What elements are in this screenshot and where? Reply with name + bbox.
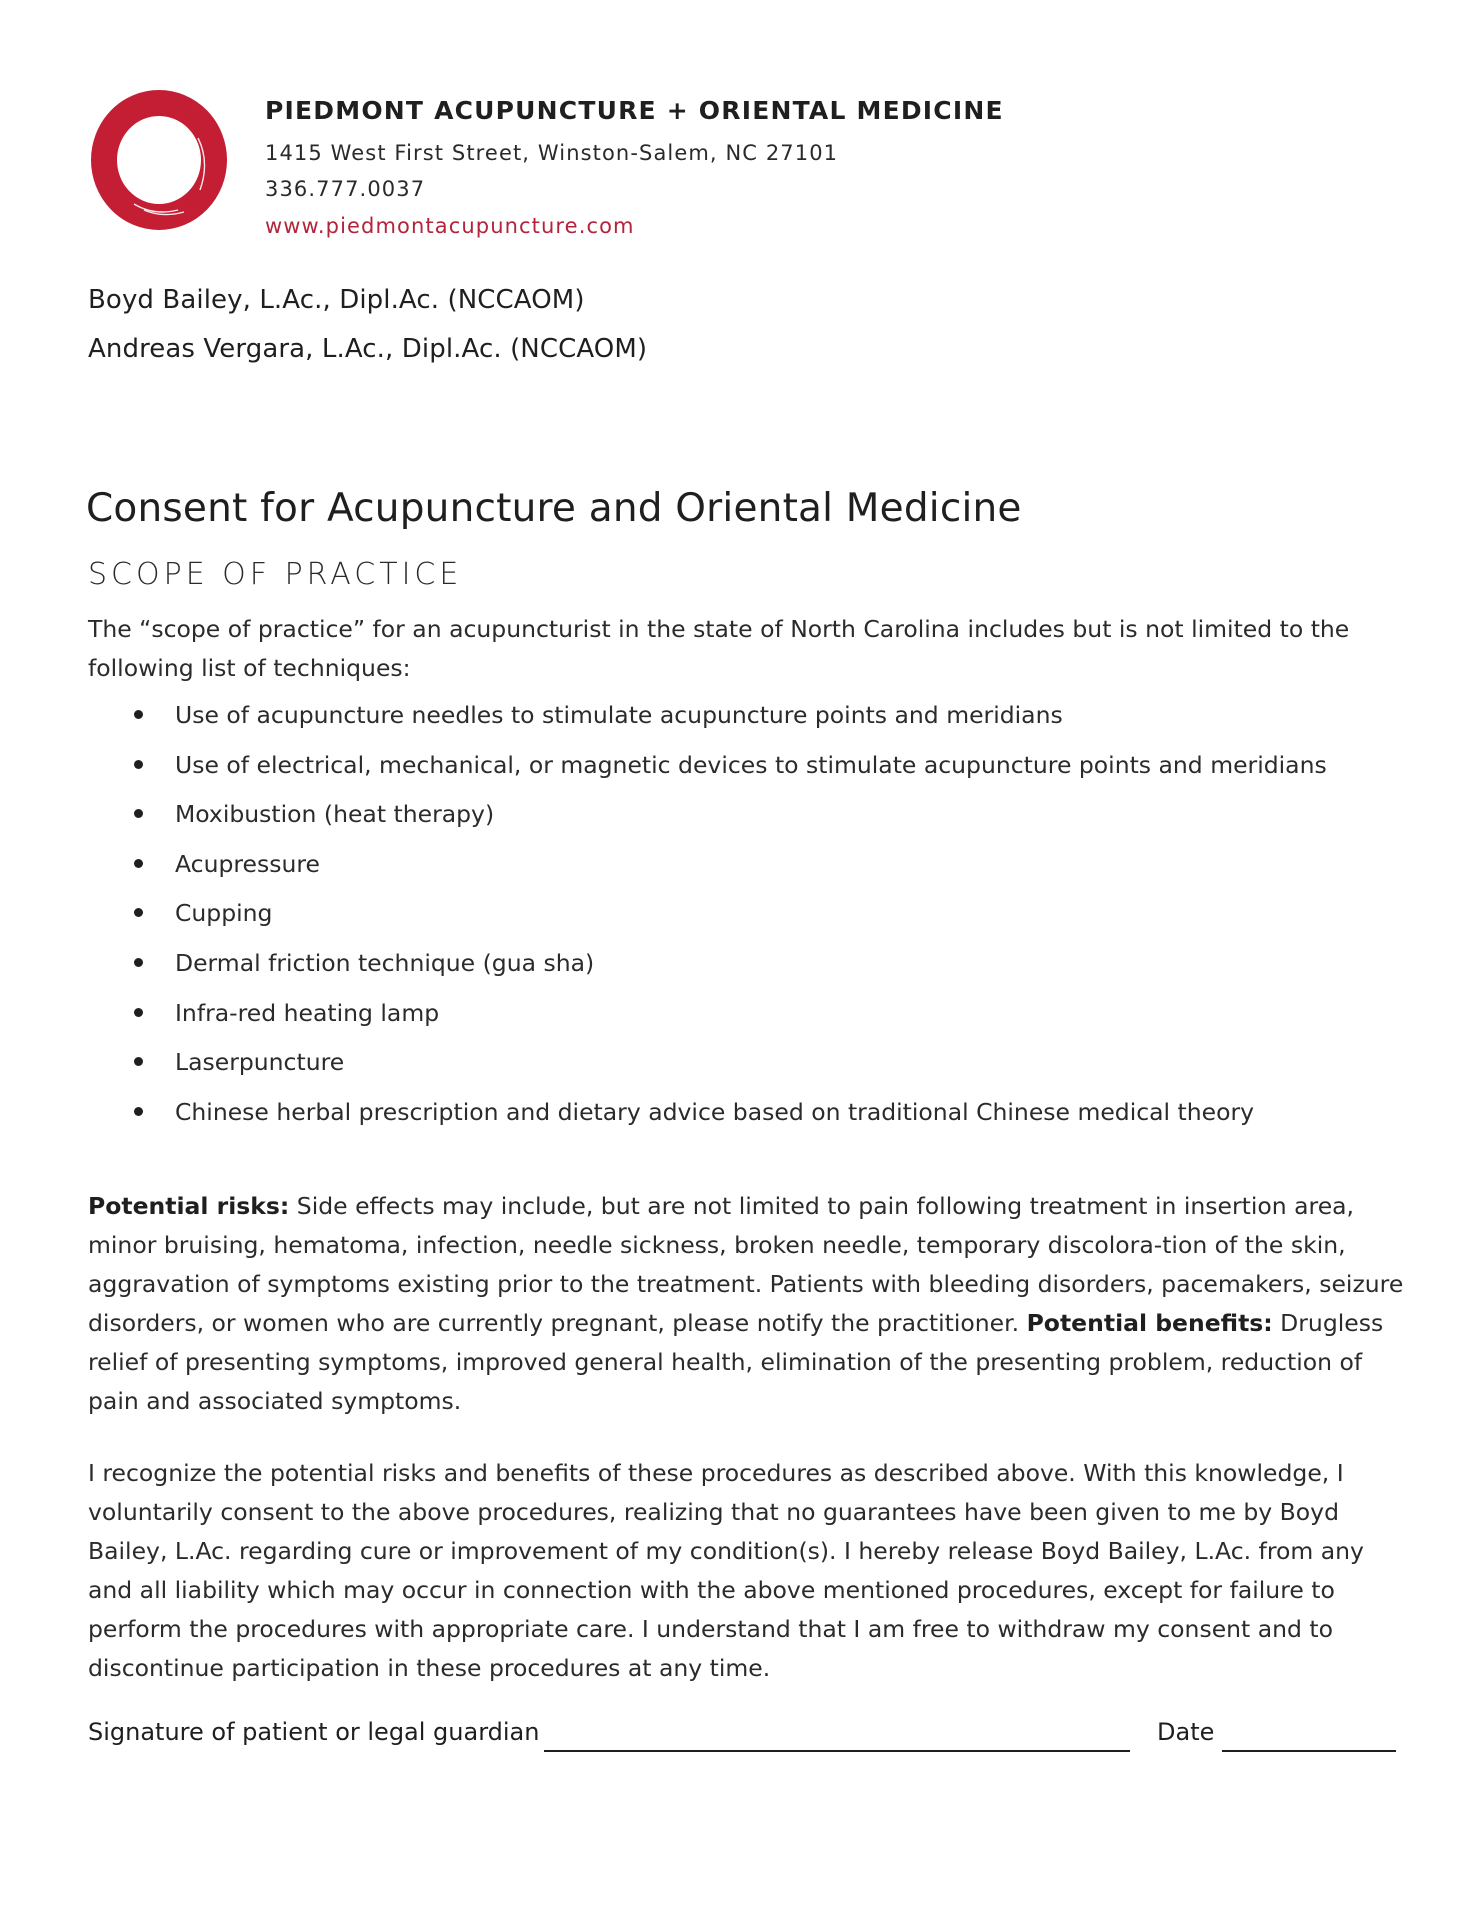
list-item: Infra-red heating lamp bbox=[130, 995, 1430, 1045]
practitioner-name: Boyd Bailey, L.Ac., Dipl.Ac. (NCCAOM) bbox=[88, 285, 585, 315]
text-line: aggravation of symptoms existing prior to the treatment. Patients with bleeding disorders, pacemakers, seizure bbox=[88, 1270, 1404, 1298]
techniques-list bbox=[130, 697, 1430, 1143]
text-line: I recognize the potential risks and benefits of these procedures as described above. With this knowledge, I bbox=[88, 1459, 1344, 1487]
clinic-logo bbox=[86, 86, 236, 236]
list-item: Dermal friction technique (gua sha) bbox=[130, 945, 1430, 995]
risks-benefits-paragraph bbox=[88, 1187, 1428, 1421]
text-line: relief of presenting symptoms, improved general health, elimination of the presenting problem, reduction of bbox=[88, 1348, 1363, 1376]
bullet-icon bbox=[134, 908, 143, 917]
document-title: Consent for Acupuncture and Oriental Medicine bbox=[86, 486, 1022, 531]
text-line: and all liability which may occur in connection with the above mentioned procedures, except for failure to bbox=[88, 1576, 1335, 1604]
clinic-website-link[interactable]: www.piedmontacupuncture.com bbox=[265, 214, 635, 238]
intro-paragraph bbox=[88, 610, 1428, 688]
bullet-icon bbox=[134, 760, 143, 769]
bullet-icon bbox=[134, 809, 143, 818]
text-line: voluntarily consent to the above procedures, realizing that no guarantees have been given to me by Boyd bbox=[88, 1498, 1339, 1526]
text-line: The “scope of practice” for an acupuncturist in the state of North Carolina includes but is not limited to the bbox=[88, 615, 1350, 643]
bullet-icon bbox=[134, 859, 143, 868]
text-line: discontinue participation in these procedures at any time. bbox=[88, 1654, 771, 1682]
signature-field[interactable] bbox=[544, 1750, 1130, 1752]
text-line: following list of techniques: bbox=[88, 654, 411, 682]
text-line: pain and associated symptoms. bbox=[88, 1387, 462, 1415]
list-item: Laserpuncture bbox=[130, 1044, 1430, 1094]
text-line: perform the procedures with appropriate care. I understand that I am free to withdraw my consent and to bbox=[88, 1615, 1334, 1643]
enso-circle-icon bbox=[86, 86, 236, 236]
text-line: disorders, or women who are currently pregnant, please notify the practitioner. Potential benefits: Drugless bbox=[88, 1309, 1384, 1337]
practitioner-name: Andreas Vergara, L.Ac., Dipl.Ac. (NCCAOM) bbox=[88, 334, 648, 364]
benefits-label: Potential benefits: bbox=[1026, 1309, 1273, 1337]
bullet-icon bbox=[134, 710, 143, 719]
list-item: Acupressure bbox=[130, 846, 1430, 896]
list-item: Cupping bbox=[130, 895, 1430, 945]
clinic-address: 1415 West First Street, Winston-Salem, NC 27101 bbox=[265, 141, 839, 165]
bullet-icon bbox=[134, 1008, 143, 1017]
signature-label: Signature of patient or legal guardian bbox=[88, 1718, 540, 1746]
list-item: Use of acupuncture needles to stimulate acupuncture points and meridians bbox=[130, 697, 1430, 747]
clinic-phone: 336.777.0037 bbox=[265, 177, 426, 201]
risks-label: Potential risks: bbox=[88, 1192, 290, 1220]
date-field[interactable] bbox=[1222, 1750, 1396, 1752]
bullet-icon bbox=[134, 1057, 143, 1066]
text-line: minor bruising, hematoma, infection, needle sickness, broken needle, temporary discolora-tion of the skin, bbox=[88, 1231, 1346, 1259]
date-label: Date bbox=[1157, 1718, 1215, 1746]
list-item: Moxibustion (heat therapy) bbox=[130, 796, 1430, 846]
signature-row bbox=[88, 1718, 1398, 1754]
text-line: Potential risks: Side effects may include, but are not limited to pain following treatment in insertion area, bbox=[88, 1192, 1355, 1220]
section-heading: SCOPE OF PRACTICE bbox=[88, 557, 463, 592]
list-item: Chinese herbal prescription and dietary advice based on traditional Chinese medical theory bbox=[130, 1094, 1430, 1144]
list-item: Use of electrical, mechanical, or magnetic devices to stimulate acupuncture points and meridians bbox=[130, 747, 1430, 797]
bullet-icon bbox=[134, 1107, 143, 1116]
clinic-name: PIEDMONT ACUPUNCTURE + ORIENTAL MEDICINE bbox=[265, 96, 1004, 125]
bullet-icon bbox=[134, 958, 143, 967]
text-line: Bailey, L.Ac. regarding cure or improvement of my condition(s). I hereby release Boyd Bailey, L.Ac. from any bbox=[88, 1537, 1364, 1565]
consent-paragraph bbox=[88, 1454, 1428, 1688]
